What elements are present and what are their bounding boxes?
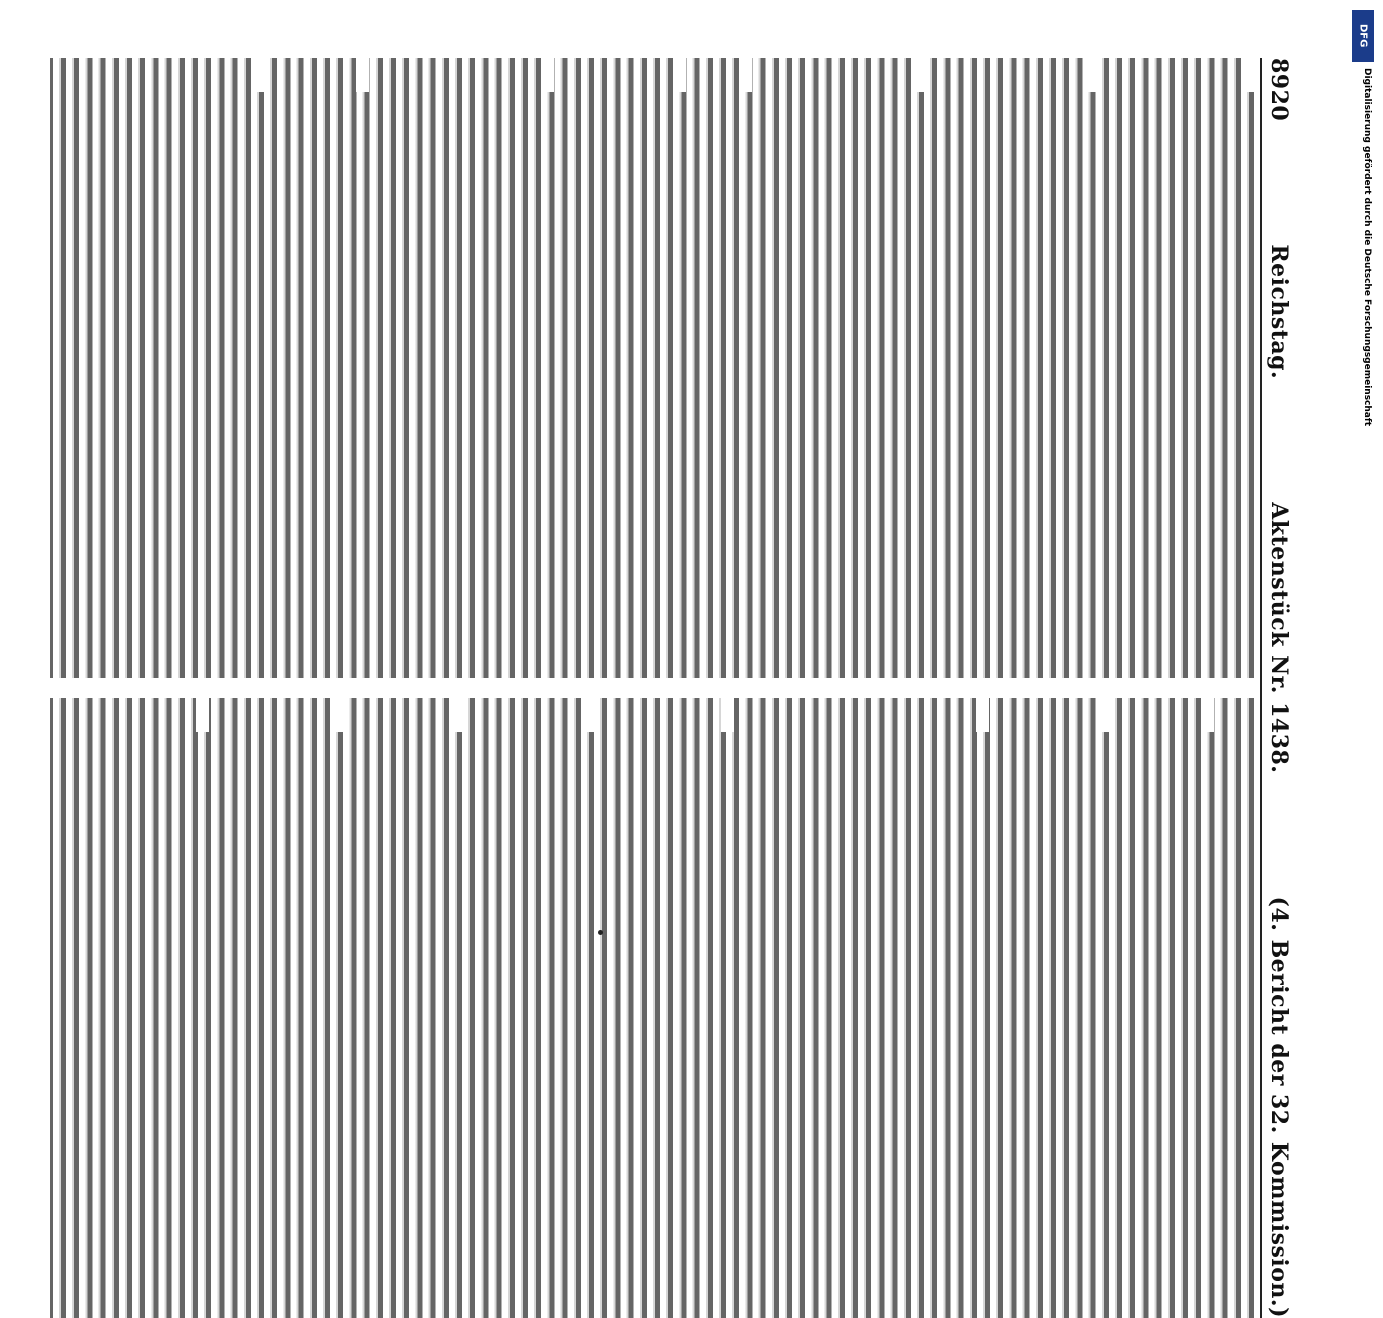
margin-dot [598, 930, 603, 935]
header-right-title: (4. Bericht der 32. Kommission.) [1266, 896, 1292, 1318]
right-column-text [50, 698, 1254, 1318]
document-page [50, 58, 1300, 1318]
text-columns [50, 58, 1254, 1318]
page-header [1260, 58, 1300, 1318]
header-left-title: Reichstag. [1266, 244, 1292, 380]
attribution-strip [1352, 10, 1374, 990]
header-center-title: Aktenstück Nr. 1438. [1266, 502, 1292, 774]
left-column [50, 58, 1254, 678]
digitization-note: Digitalisierung gefördert durch die Deutsche Forschungsgemeinschaft [1362, 68, 1372, 427]
left-column-text [50, 58, 1254, 678]
right-column [50, 698, 1254, 1318]
page-number: 8920 [1266, 58, 1292, 122]
dfg-logo: DFG [1352, 10, 1374, 62]
